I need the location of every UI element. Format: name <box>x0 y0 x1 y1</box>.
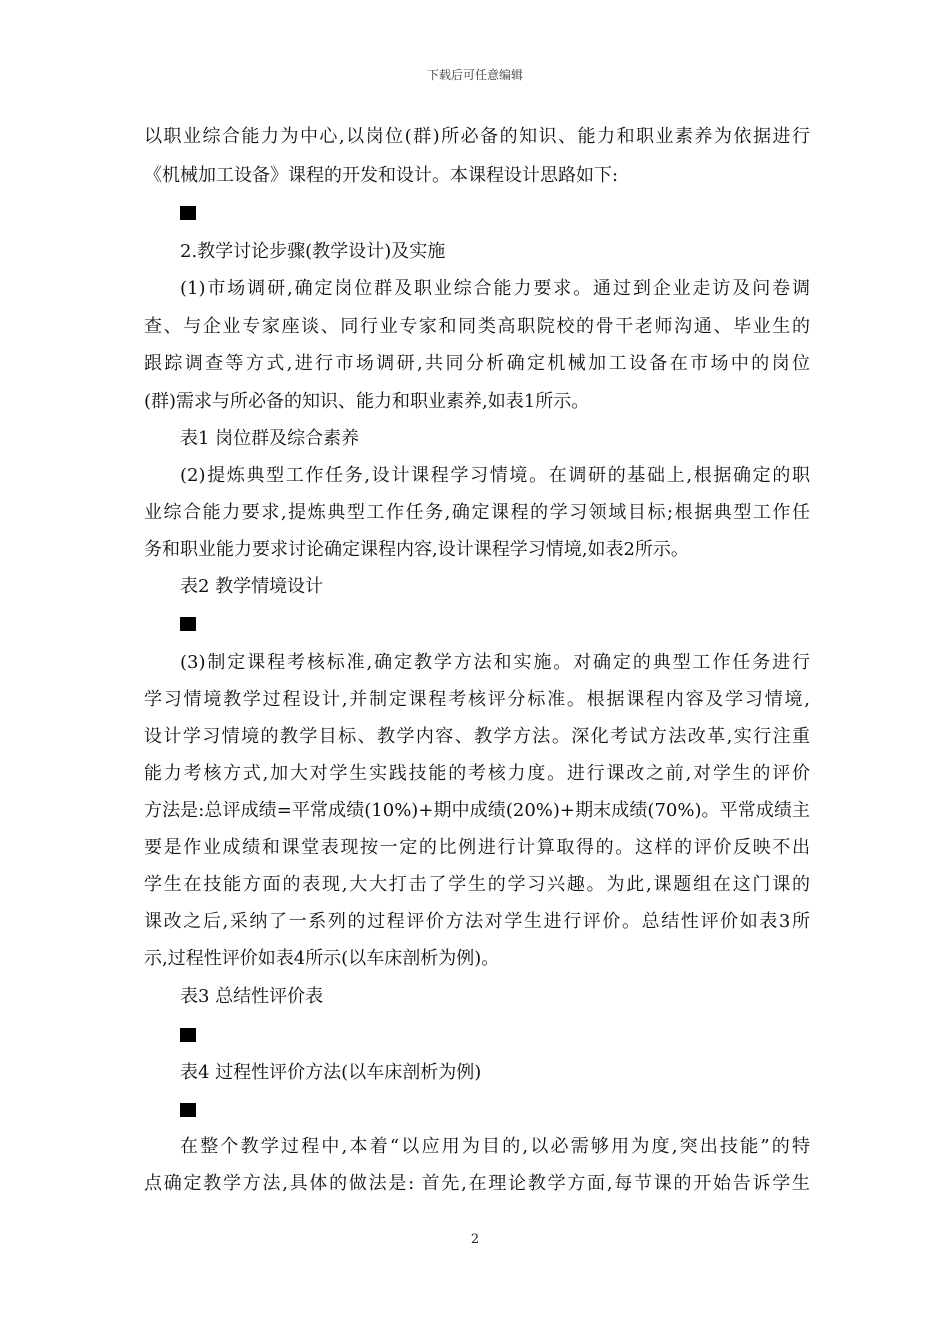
image-placeholder-marker <box>180 1028 196 1042</box>
text-line: 学生在技能方面的表现,大大打击了学生的学习兴趣。为此,课题组在这门课的 <box>144 874 810 895</box>
text-line: 务和职业能力要求讨论确定课程内容,设计课程学习情境,如表2所示。 <box>144 539 689 560</box>
text-line: 在整个教学过程中,本着“以应用为目的,以必需够用为度,突出技能”的特 <box>180 1136 810 1157</box>
page-header: 下载后可任意编辑 <box>426 68 523 82</box>
text-line: 要是作业成绩和课堂表现按一定的比例进行计算取得的。这样的评价反映不出 <box>144 837 810 858</box>
text-line: 《机械加工设备》课程的开发和设计。本课程设计思路如下: <box>144 165 619 186</box>
text-line: 查、与企业专家座谈、同行业专家和同类高职院校的骨干老师沟通、毕业生的 <box>144 316 810 337</box>
text-line: 设计学习情境的教学目标、教学内容、教学方法。深化考试方法改革,实行注重 <box>144 726 810 747</box>
page-number: 2 <box>470 1232 480 1247</box>
table-caption: 表4 过程性评价方法(以车床剖析为例) <box>180 1062 482 1083</box>
text-line: 学习情境教学过程设计,并制定课程考核评分标准。根据课程内容及学习情境, <box>144 689 810 710</box>
text-line: 以职业综合能力为中心,以岗位(群)所必备的知识、能力和职业素养为依据进行 <box>144 126 810 147</box>
image-placeholder-marker <box>180 617 196 631</box>
text-line: (1)市场调研,确定岗位群及职业综合能力要求。通过到企业走访及问卷调 <box>180 278 810 299</box>
text-line: 能力考核方式,加大对学生实践技能的考核力度。进行课改之前,对学生的评价 <box>144 763 810 784</box>
table-caption: 表3 总结性评价表 <box>180 986 324 1007</box>
text-line: 业综合能力要求,提炼典型工作任务,确定课程的学习领域目标;根据典型工作任 <box>144 502 810 523</box>
image-placeholder-marker <box>180 206 196 220</box>
text-line: (群)需求与所必备的知识、能力和职业素养,如表1所示。 <box>144 391 590 412</box>
text-line: 课改之后,采纳了一系列的过程评价方法对学生进行评价。总结性评价如表3所 <box>144 911 810 932</box>
section-heading: 2.教学讨论步骤(教学设计)及实施 <box>180 241 446 262</box>
table-caption: 表2 教学情境设计 <box>180 576 324 597</box>
text-line: 跟踪调查等方式,进行市场调研,共同分析确定机械加工设备在市场中的岗位 <box>144 353 810 374</box>
text-line: 方法是:总评成绩=平常成绩(10%)+期中成绩(20%)+期末成绩(70%)。平常成绩主 <box>144 800 810 821</box>
text-line: 示,过程性评价如表4所示(以车床剖析为例)。 <box>144 948 500 969</box>
text-line: 点确定教学方法,具体的做法是: 首先,在理论教学方面,每节课的开始告诉学生 <box>144 1173 810 1194</box>
table-caption: 表1 岗位群及综合素养 <box>180 428 360 449</box>
text-line: (2)提炼典型工作任务,设计课程学习情境。在调研的基础上,根据确定的职 <box>180 465 810 486</box>
text-line: (3)制定课程考核标准,确定教学方法和实施。对确定的典型工作任务进行 <box>180 652 810 673</box>
image-placeholder-marker <box>180 1103 196 1117</box>
